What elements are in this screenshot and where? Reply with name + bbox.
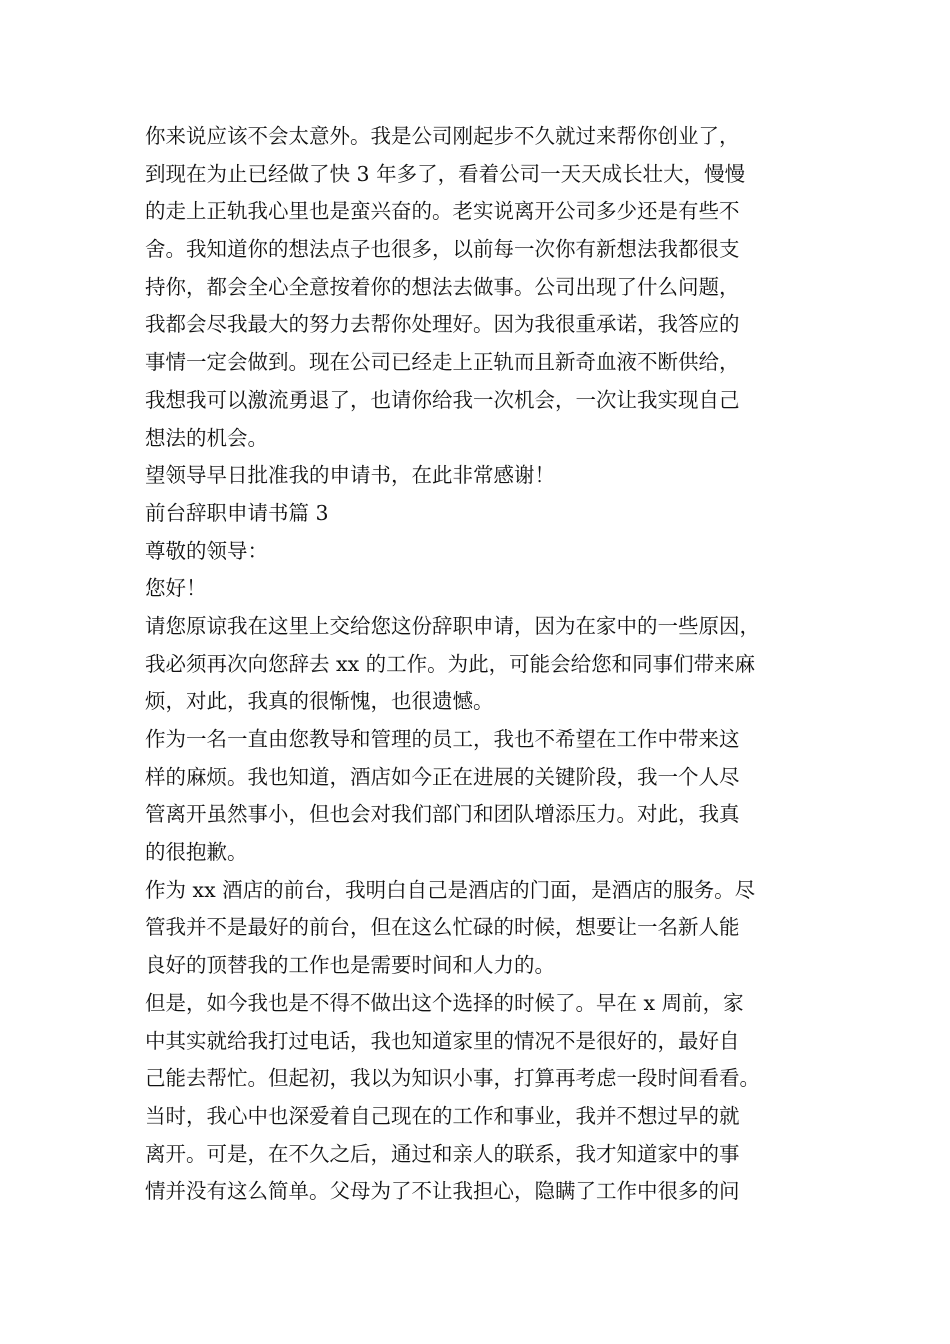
- text-line: 想法的机会。: [145, 425, 268, 450]
- text-line: 事情一定会做到。现在公司已经走上正轨而且新奇血液不断供给，: [145, 350, 740, 375]
- greeting: 您好！: [145, 576, 207, 601]
- text-line: 我都会尽我最大的努力去帮你处理好。因为我很重承诺，我答应的: [145, 312, 740, 337]
- text-line: 样的麻烦。我也知道，酒店如今正在进展的关键阶段，我一个人尽: [145, 764, 740, 789]
- text-line: 管离开虽然事小，但也会对我们部门和团队增添压力。对此，我真: [145, 802, 740, 827]
- document-body: [145, 118, 835, 1211]
- text-line: 你来说应该不会太意外。我是公司刚起步不久就过来帮你创业了，: [145, 124, 740, 148]
- text-line: 请您原谅我在这里上交给您这份辞职申请，因为在家中的一些原因，: [145, 613, 760, 638]
- text-line: 的走上正轨我心里也是蛮兴奋的。老实说离开公司多少还是有些不: [145, 199, 740, 224]
- text-line: 当时，我心中也深爱着自己现在的工作和事业，我并不想过早的就: [145, 1103, 740, 1128]
- text-line: 我必须再次向您辞去 xx 的工作。为此，可能会给您和同事们带来麻: [145, 651, 756, 676]
- text-line: 作为 xx 酒店的前台，我明白自己是酒店的门面，是酒店的服务。尽: [145, 877, 756, 902]
- text-line: 的很抱歉。: [145, 840, 248, 865]
- text-line: 烦，对此，我真的很惭愧，也很遗憾。: [145, 689, 494, 714]
- text-line: 望领导早日批准我的申请书，在此非常感谢！: [145, 463, 555, 488]
- text-line: 舍。我知道你的想法点子也很多，以前每一次你有新想法我都很支: [145, 237, 740, 262]
- text-line: 管我并不是最好的前台，但在这么忙碌的时候，想要让一名新人能: [145, 915, 740, 940]
- text-line: 持你，都会全心全意按着你的想法去做事。公司出现了什么问题，: [145, 274, 740, 299]
- text-line: 离开。可是，在不久之后，通过和亲人的联系，我才知道家中的事: [145, 1141, 740, 1166]
- text-line: 作为一名一直由您教导和管理的员工，我也不希望在工作中带来这: [145, 727, 740, 751]
- section-heading: 前台辞职申请书篇 3: [145, 500, 329, 525]
- text-line: 中其实就给我打过电话，我也知道家里的情况不是很好的，最好自: [145, 1028, 740, 1053]
- text-line: 良好的顶替我的工作也是需要时间和人力的。: [145, 953, 555, 978]
- text-line: 但是，如今我也是不得不做出这个选择的时候了。早在 x 周前，家: [145, 990, 744, 1015]
- text-line: 情并没有这么简单。父母为了不让我担心，隐瞒了工作中很多的问: [145, 1179, 740, 1204]
- salutation: 尊敬的领导：: [145, 538, 268, 563]
- text-line: 己能去帮忙。但起初，我以为知识小事，打算再考虑一段时间看看。: [145, 1066, 760, 1091]
- text-line: 到现在为止已经做了快 3 年多了，看着公司一天天成长壮大，慢慢: [145, 161, 746, 186]
- text-line: 我想我可以激流勇退了，也请你给我一次机会，一次让我实现自己: [145, 387, 740, 412]
